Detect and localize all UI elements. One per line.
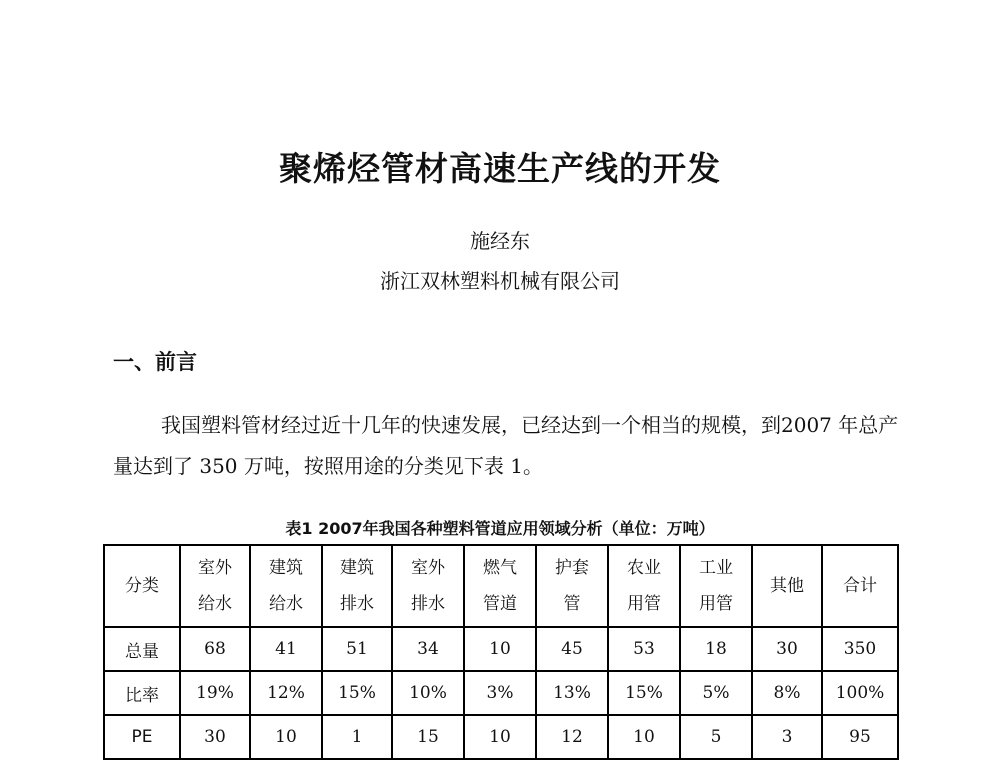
table-row <box>104 715 898 759</box>
table-row <box>104 627 898 671</box>
header-cell: 建筑 给水 <box>250 545 322 627</box>
header-cell: 燃气 管道 <box>464 545 536 627</box>
paper-title: 聚烯烃管材高速生产线的开发 <box>279 149 721 188</box>
section-heading: 一、前言 <box>113 350 197 374</box>
table-cell: 10 <box>250 715 322 759</box>
table-cell: 1 <box>322 715 392 759</box>
table-cell: 5% <box>680 671 752 715</box>
table-cell: 68 <box>180 627 250 671</box>
table-cell: 41 <box>250 627 322 671</box>
row-label: 总量 <box>104 627 180 671</box>
author-name: 施经东 <box>470 229 530 253</box>
header-cell: 建筑 排水 <box>322 545 392 627</box>
table-cell: 45 <box>536 627 608 671</box>
table-cell: 10 <box>608 715 680 759</box>
table-cell: 350 <box>822 627 898 671</box>
table-cell: 95 <box>822 715 898 759</box>
table-cell: 3 <box>752 715 822 759</box>
table-header-row <box>104 545 898 627</box>
table-cell: 12% <box>250 671 322 715</box>
row-label: 比率 <box>104 671 180 715</box>
header-cell: 室外 排水 <box>392 545 464 627</box>
table-cell: 18 <box>680 627 752 671</box>
header-cell: 合计 <box>822 545 898 627</box>
table-cell: 12 <box>536 715 608 759</box>
header-cell: 分类 <box>104 545 180 627</box>
table-row <box>104 671 898 715</box>
header-cell: 其他 <box>752 545 822 627</box>
table-cell: 100% <box>822 671 898 715</box>
table-caption: 表1 2007年我国各种塑料管道应用领域分析（单位：万吨） <box>285 519 715 538</box>
table-cell: 5 <box>680 715 752 759</box>
header-cell: 护套 管 <box>536 545 608 627</box>
table-cell: 15 <box>392 715 464 759</box>
table-cell: 3% <box>464 671 536 715</box>
header-cell: 农业 用管 <box>608 545 680 627</box>
table-cell: 8% <box>752 671 822 715</box>
table-cell: 15% <box>322 671 392 715</box>
pipe-application-table <box>103 544 899 760</box>
table-cell: 30 <box>752 627 822 671</box>
table-cell: 53 <box>608 627 680 671</box>
table-cell: 30 <box>180 715 250 759</box>
table-cell: 15% <box>608 671 680 715</box>
table-cell: 19% <box>180 671 250 715</box>
body-paragraph: 我国塑料管材经过近十几年的快速发展，已经达到一个相当的规模，到2007 年总产量达到了 350 万吨，按照用途的分类见下表 1。 <box>113 413 899 478</box>
table-cell: 10 <box>464 627 536 671</box>
table-cell: 10 <box>464 715 536 759</box>
header-cell: 工业 用管 <box>680 545 752 627</box>
table-cell: 51 <box>322 627 392 671</box>
table-cell: 13% <box>536 671 608 715</box>
table-cell: 10% <box>392 671 464 715</box>
table-cell: 34 <box>392 627 464 671</box>
header-cell: 室外 给水 <box>180 545 250 627</box>
row-label: PE <box>104 715 180 759</box>
author-affiliation: 浙江双林塑料机械有限公司 <box>380 269 620 293</box>
